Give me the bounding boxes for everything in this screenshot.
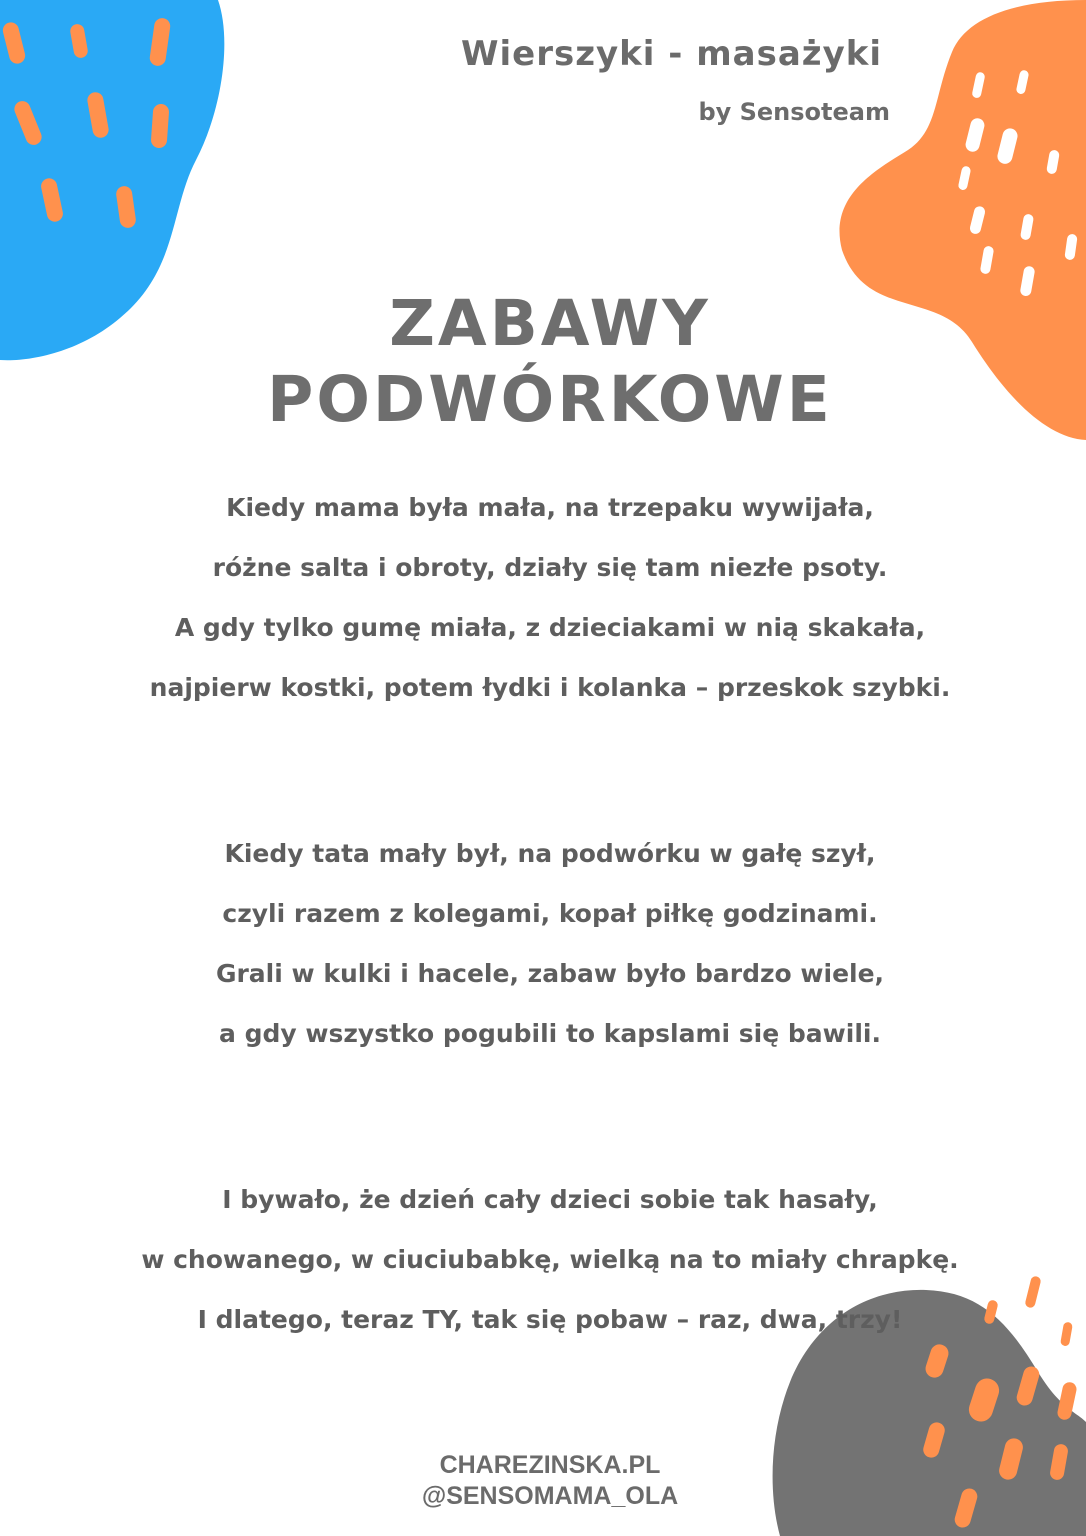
poem-line: najpierw kostki, potem łydki i kolanka – przeskok szybki. [149,673,951,702]
stanza-2 [80,824,1020,1064]
footer [0,1450,1086,1512]
stanza-3 [80,1170,1020,1350]
poem-line: I dlatego, teraz TY, tak się pobaw – raz, dwa, trzy! [197,1305,903,1334]
footer-handle: @SENSOMAMA_OLA [421,1482,679,1510]
poem-line: a gdy wszystko pogubili to kapslami się bawili. [219,1019,881,1048]
poem-line: w chowanego, w ciuciubabkę, wielką na to miały chrapkę. [141,1245,959,1274]
poem-line: różne salta i obroty, działy się tam niezłe psoty. [212,553,888,582]
poem-title [0,286,1086,438]
footer-website: CHAREZINSKA.PL [439,1451,661,1479]
poem-line: Kiedy tata mały był, na podwórku w gałę szył, [224,839,876,868]
stanza-1 [80,478,1020,718]
poem-line: I bywało, że dzień cały dzieci sobie tak hasały, [222,1185,878,1214]
poem-line: czyli razem z kolegami, kopał piłkę godzinami. [222,899,878,928]
poem-line: A gdy tylko gumę miała, z dzieciakami w nią skakała, [174,613,926,642]
series-author: by Sensoteam [698,98,890,126]
series-title: Wierszyki - masażyki [461,34,882,74]
poem-title-line-1: ZABAWY [389,287,711,360]
poem-line: Kiedy mama była mała, na trzepaku wywijała, [226,493,874,522]
poem-title-line-2: PODWÓRKOWE [267,363,833,436]
poem-body [80,478,1020,1456]
poem-line: Grali w kulki i hacele, zabaw było bardzo wiele, [215,959,885,988]
